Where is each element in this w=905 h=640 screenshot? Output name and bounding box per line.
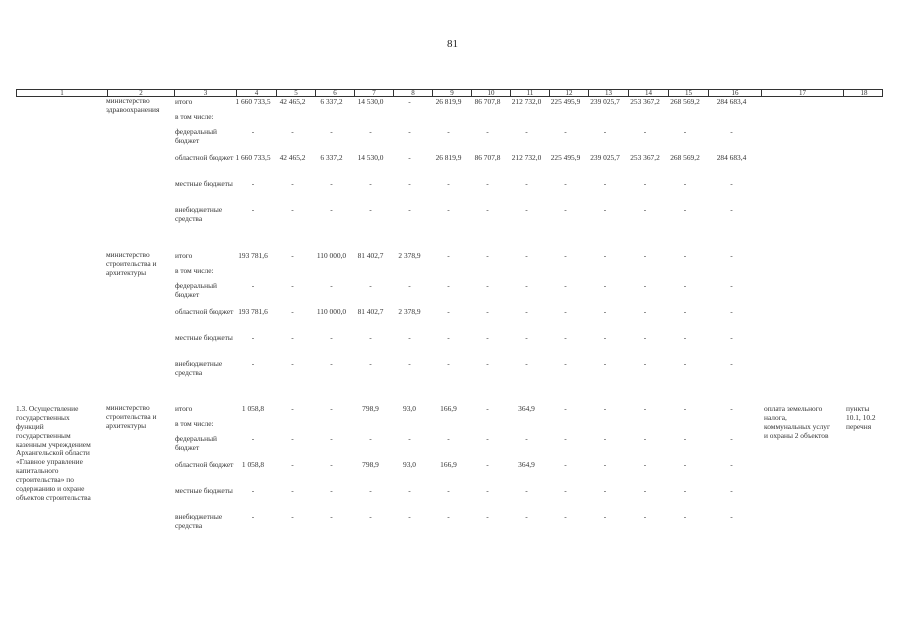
column-header-12: 12 [550,90,589,96]
funding-source-label: областной бюджет [175,460,234,469]
funding-source-label: внебюджетные средства [175,512,223,530]
value-cell: - [408,179,411,188]
value-cell: 225 495,9 [550,97,581,106]
funding-source-label: итого [175,97,193,106]
value-cell: - [730,205,733,214]
funding-source-label: федеральный бюджет [175,281,217,299]
value-cell: - [683,251,687,260]
value-cell: 26 819,9 [435,153,462,162]
value-cell: - [603,486,607,495]
value-cell: 81 402,7 [357,251,384,260]
value-cell: - [291,434,294,443]
value-cell: - [525,333,528,342]
value-cell: 1 660 733,5 [235,97,271,106]
value-cell: - [408,359,411,368]
value-cell: - [486,512,489,521]
value-cell: - [447,179,450,188]
value-cell: 6 337,2 [320,97,343,106]
value-cell: - [408,512,411,521]
value-cell: - [291,460,294,469]
value-cell: - [369,359,372,368]
value-cell: - [251,333,255,342]
value-cell: - [603,434,607,443]
value-cell: - [330,460,333,469]
value-cell: 166,9 [440,404,457,413]
value-cell: - [486,251,489,260]
value-cell: - [730,460,733,469]
value-cell: - [251,281,255,290]
value-cell: - [683,307,687,316]
value-cell: - [408,153,411,162]
value-cell: - [525,307,528,316]
value-cell: - [683,333,687,342]
value-cell: - [564,251,567,260]
value-cell: 166,9 [440,460,457,469]
value-cell: - [643,460,647,469]
value-cell: 93,0 [403,404,416,413]
value-cell: - [730,179,733,188]
value-cell: - [486,127,489,136]
value-cell: - [730,281,733,290]
executor-name: министерство строительства и архитектуры [106,250,157,277]
executor-name: министерство строительства и архитектуры [106,403,157,430]
value-cell: - [330,512,333,521]
value-cell: - [683,179,687,188]
value-cell: - [447,359,450,368]
value-cell: - [643,179,647,188]
column-header-11: 11 [511,90,550,96]
value-cell: - [525,251,528,260]
column-header-16: 16 [709,90,762,96]
value-cell: - [486,333,489,342]
value-cell: - [408,333,411,342]
value-cell: - [643,307,647,316]
column-header-3: 3 [175,90,237,96]
column-header-6: 6 [316,90,355,96]
value-cell: - [564,333,567,342]
funding-source-label: в том числе: [175,112,214,121]
value-cell: - [408,205,411,214]
column-header-15: 15 [669,90,709,96]
value-cell: - [291,359,294,368]
value-cell: - [643,434,647,443]
column-header-8: 8 [394,90,433,96]
value-cell: 225 495,9 [550,153,581,162]
value-cell: - [291,251,294,260]
column-header-2: 2 [108,90,175,96]
executor-name: министерство здравоохранения [106,96,160,114]
value-cell: 93,0 [403,460,416,469]
value-cell: - [525,512,528,521]
value-cell: - [603,281,607,290]
value-cell: - [683,205,687,214]
value-cell: 42 465,2 [279,153,306,162]
measure-name: 1.3. Осуществление государственных функций государственным казенным учреждением Архангельской области «Главное управление капитального строительства» по содержанию и охране объектов строительства [16,404,91,502]
value-cell: 14 530,0 [357,153,384,162]
value-cell: - [683,359,687,368]
value-cell: - [525,359,528,368]
value-cell: 239 025,7 [590,153,620,162]
value-cell: - [486,205,489,214]
value-cell: 1 058,8 [241,460,265,469]
value-cell: - [291,404,294,413]
value-cell: - [564,179,567,188]
column-header-13: 13 [589,90,629,96]
value-cell: - [486,307,489,316]
value-cell: 86 707,8 [474,153,501,162]
funding-source-label: итого [175,251,193,260]
value-cell: - [564,359,567,368]
value-cell: - [643,127,647,136]
value-cell: 193 781,6 [238,251,268,260]
value-cell: - [643,281,647,290]
value-cell: - [447,281,450,290]
value-cell: - [730,434,733,443]
value-cell: - [643,359,647,368]
value-cell: - [330,281,333,290]
value-cell: - [251,205,255,214]
column-header-10: 10 [472,90,511,96]
value-cell: - [683,127,687,136]
value-cell: - [683,486,687,495]
value-cell: - [525,434,528,443]
value-cell: - [643,333,647,342]
value-cell: 253 367,2 [630,97,660,106]
value-cell: - [730,486,733,495]
column-header-14: 14 [629,90,669,96]
value-cell: - [447,333,450,342]
funding-source-label: местные бюджеты [175,333,233,342]
value-cell: - [730,307,733,316]
value-cell: - [486,359,489,368]
value-cell: - [564,512,567,521]
value-cell: - [564,486,567,495]
value-cell: - [564,434,567,443]
value-cell: - [603,512,607,521]
value-cell: - [564,127,567,136]
column-header-9: 9 [433,90,472,96]
value-cell: - [525,127,528,136]
value-cell: - [408,281,411,290]
funding-source-label: местные бюджеты [175,486,233,495]
value-cell: - [525,179,528,188]
value-cell: - [603,251,607,260]
value-cell: - [369,333,372,342]
value-cell: - [408,127,411,136]
value-cell: 1 058,8 [241,404,265,413]
value-cell: - [447,434,450,443]
value-cell: - [730,359,733,368]
value-cell: - [603,460,607,469]
value-cell: - [603,127,607,136]
value-cell: - [525,205,528,214]
value-cell: - [603,205,607,214]
value-cell: - [330,333,333,342]
value-cell: - [251,179,255,188]
value-cell: - [730,333,733,342]
value-cell: 26 819,9 [435,97,462,106]
value-cell: - [730,251,733,260]
value-cell: - [730,512,733,521]
value-cell: - [564,281,567,290]
value-cell: 86 707,8 [474,97,501,106]
value-cell: 212 732,0 [511,97,542,106]
value-cell: - [330,434,333,443]
funding-source-label: федеральный бюджет [175,434,217,452]
value-cell: 284 683,4 [716,153,747,162]
value-cell: 212 732,0 [511,153,542,162]
value-cell: - [730,127,733,136]
funding-source-label: областной бюджет [175,307,234,316]
value-cell: - [408,97,411,106]
value-cell: - [683,404,687,413]
basis-reference: пункты 10.1, 10.2 перечня [846,404,876,431]
funding-source-label: в том числе: [175,266,214,275]
value-cell: - [369,512,372,521]
value-cell: - [643,486,647,495]
value-cell: - [251,359,255,368]
value-cell: - [251,434,255,443]
value-cell: - [330,359,333,368]
value-cell: - [369,205,372,214]
funding-source-label: внебюджетные средства [175,205,223,223]
value-cell: - [486,486,489,495]
value-cell: 364,9 [518,460,535,469]
value-cell: - [369,434,372,443]
value-cell: - [486,434,489,443]
value-cell: - [603,179,607,188]
value-cell: - [643,205,647,214]
value-cell: - [643,512,647,521]
column-header-5: 5 [277,90,316,96]
value-cell: - [525,281,528,290]
funding-source-label: итого [175,404,193,413]
value-cell: - [369,281,372,290]
value-cell: 2 378,9 [398,307,421,316]
value-cell: 2 378,9 [398,251,421,260]
column-header-7: 7 [355,90,394,96]
value-cell: - [330,486,333,495]
value-cell: - [291,486,294,495]
value-cell: - [447,127,450,136]
value-cell: - [291,179,294,188]
value-cell: - [603,307,607,316]
value-cell: - [643,404,647,413]
value-cell: - [330,179,333,188]
value-cell: - [603,404,607,413]
value-cell: - [525,486,528,495]
value-cell: - [408,434,411,443]
value-cell: - [486,179,489,188]
value-cell: - [730,404,733,413]
value-cell: - [447,307,450,316]
value-cell: 798,9 [362,404,379,413]
value-cell: - [683,512,687,521]
funding-source-label: федеральный бюджет [175,127,217,145]
value-cell: - [603,359,607,368]
value-cell: - [330,205,333,214]
value-cell: - [447,205,450,214]
value-cell: - [408,486,411,495]
value-cell: - [369,127,372,136]
value-cell: 14 530,0 [357,97,384,106]
funding-source-label: внебюджетные средства [175,359,223,377]
value-cell: - [564,404,567,413]
value-cell: 364,9 [518,404,535,413]
value-cell: - [486,460,489,469]
value-cell: - [251,512,255,521]
column-header-17: 17 [762,90,844,96]
value-cell: - [251,486,255,495]
value-cell: - [330,127,333,136]
value-cell: 110 000,0 [316,251,347,260]
value-cell: 110 000,0 [316,307,347,316]
value-cell: - [564,205,567,214]
column-header-18: 18 [860,89,868,97]
value-cell: - [291,333,294,342]
funding-source-label: местные бюджеты [175,179,233,188]
value-cell: - [564,460,567,469]
value-cell: 284 683,4 [716,97,747,106]
value-cell: - [643,251,647,260]
page-number: 81 [447,38,458,50]
value-cell: 6 337,2 [320,153,343,162]
value-cell: 798,9 [362,460,379,469]
value-cell: 268 569,2 [670,97,700,106]
value-cell: - [447,486,450,495]
value-cell: - [369,486,372,495]
value-cell: - [251,127,255,136]
value-cell: - [486,281,489,290]
value-cell: 1 660 733,5 [235,153,271,162]
value-cell: - [291,127,294,136]
value-cell: - [330,404,333,413]
column-header-1: 1 [17,90,108,96]
value-cell: - [447,512,450,521]
value-cell: - [291,307,294,316]
value-cell: - [291,281,294,290]
value-cell: - [683,281,687,290]
value-cell: - [683,434,687,443]
value-cell: 268 569,2 [670,153,700,162]
expected-result: оплата земельного налога, коммунальных услуг и охраны 2 объектов [764,404,831,440]
funding-source-label: областной бюджет [175,153,234,162]
value-cell: - [486,404,489,413]
value-cell: 239 025,7 [590,97,620,106]
value-cell: - [369,179,372,188]
value-cell: - [291,512,294,521]
value-cell: 42 465,2 [279,97,306,106]
value-cell: - [603,333,607,342]
funding-source-label: в том числе: [175,419,214,428]
value-cell: - [683,460,687,469]
value-cell: 81 402,7 [357,307,384,316]
value-cell: - [291,205,294,214]
value-cell: - [564,307,567,316]
value-cell: - [447,251,450,260]
value-cell: 193 781,6 [238,307,268,316]
column-header-4: 4 [237,90,277,96]
value-cell: 253 367,2 [630,153,660,162]
